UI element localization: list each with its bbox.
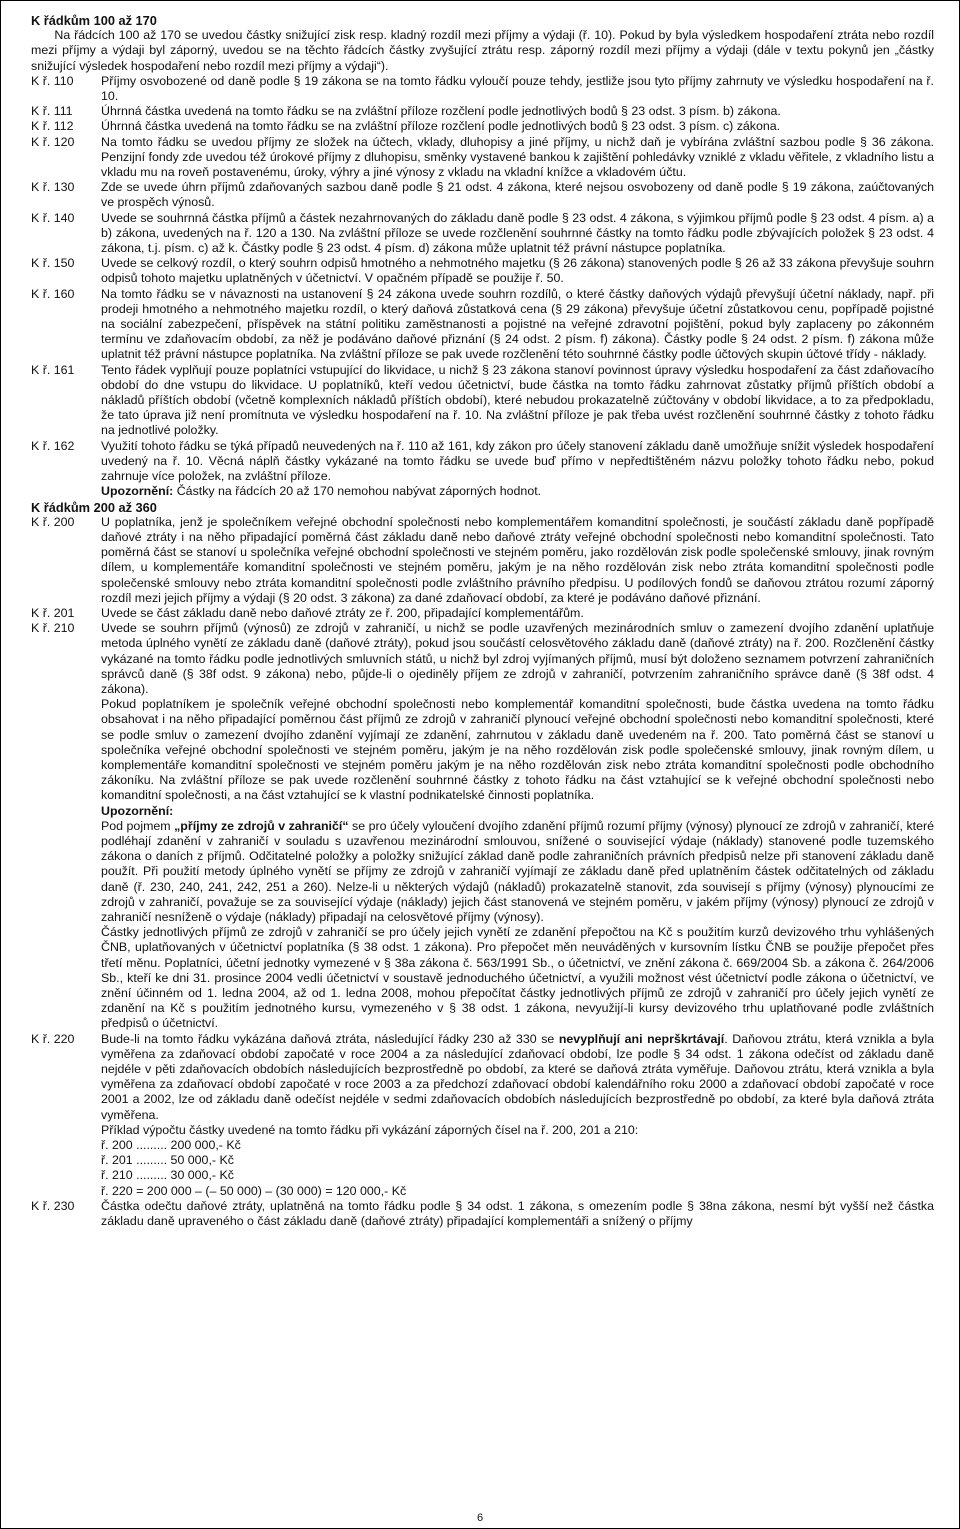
bold-term: „příjmy ze zdrojů v zahraničí“ — [174, 818, 349, 833]
entry-text: Uvede se část základu daně nebo daňové ztráty ze ř. 200, připadající komplementářům. — [101, 605, 584, 620]
section-heading-200-360: K řádkům 200 až 360 — [31, 499, 157, 515]
entry-text: U poplatníka, jenž je společníkem veřejné obchodní společnosti nebo komplementářem komanditní společnosti, je součástí základu daně popřípadě daňové ztráty i na něho připadající poměrná část základu daně nebo daňové ztráty veřejné obchodní společnosti nebo komanditní společnosti. Tato poměrná část se stanoví u společníka veřejné obchodní společnosti ve stejném poměru, jako rozdělován zisk podle společenské smlouvy, jinak rovným dílem, u komplementáře komanditní společnosti ve stejném poměru, jakým je na něho rozdělován zisk nebo ztráta komanditní společnosti podle společenské smlouvy nebo ztráta komanditní společnosti podle zvláštního právního předpisu. U podílových fondů se daňovou ztrátou rozumí záporný rozdíl mezi jejich příjmy a výdaji (§ 20 odst. 3 zákona) za dané zdaňovací období, za které je podáváno daňové přiznání. — [101, 514, 934, 605]
r210-paragraph-2 — [101, 819, 934, 925]
r210-paragraph-1: Pokud poplatníkem je společník veřejné obchodní společnosti nebo komplementář komanditní společnosti, bude částka uvedena na tomto řádku obsahovat i na něho připadající poměrnou část příjmů ze zdrojů v zahraničí plynoucí veřejné obchodní společnosti nebo komanditní společnosti, které se podle smluv o zamezení dvojího zdanění vyjímají ze zdanění, zahrnutou v základu daně uvedeném na ř. 200. Tato poměrná část se stanoví u společníka veřejné obchodní společnosti ve stejném poměru, jakým je na něho rozdělován zisk podle společenské smlouvy, jinak rovným dílem, u komplementáře komanditní společnosti ve stejném poměru jakým je na něho rozdělován zisk nebo ztráta komanditní společnosti podle obchodního zákoníku. Na zvláštní příloze se pak uvede rozčlenění souhrnné částky z tohoto řádku na část vztahující se k veřejné obchodní společnosti nebo komanditní společnosti, a na část vztahující se k vlastní podnikatelské činnosti poplatníka. — [101, 697, 934, 803]
entry-text: Na tomto řádku se v návaznosti na ustanovení § 24 zákona uvede souhrn rozdílů, o které částky daňových výdajů převyšují účetní náklady, např. při prodeji hmotného a nehmotného majetku rozdíl, o který daňová zůstatková cena (§ 29 zákona) převyšuje účetní zůstatkovou cenu, popřípadě pojistné na sociální zabezpečení, příspěvek na státní politiku zaměstnanosti a pojistné na veřejné zdravotní pojištění, pokud byly zaplaceny po zákonném termínu ve zdaňovacím období, za něž je podáváno daňové přiznání (§ 24 odst. 2 písm. f) zákona). Částky podle § 24 odst. 2 písm. f) zákona může uplatnit též právní nástupce poplatníka. Na zvláštní příloze se pak uvede rozčlenění této souhrnné částky podle účtových skupin účtové třídy - náklady. — [101, 286, 934, 362]
r210-warning-label — [101, 804, 934, 819]
entry-text: Příjmy osvobozené od daně podle § 19 zákona se na tomto řádku vyloučí pouze tehdy, jestliže jsou tyto příjmy zahrnuty ve výsledku hospodaření na ř. 10. — [101, 73, 934, 104]
document-content — [31, 13, 934, 1229]
entry-label: K ř. 220 — [31, 1031, 75, 1046]
entry-r210 — [31, 621, 934, 697]
text-run: se pro účely vyloučení dvojího zdanění příjmů rozumí příjmy (výnosy) plynoucí ze zdrojů v zahraničí, které podléhají zdanění v zahraničí v souladu s uzavřenou mezinárodní smlouvou, snížené o související výdaje (náklady) stanovené podle tuzemského zákona o daních z příjmů. Odčitatelné položky a položky snižující základ daně podle zahraničních právních předpisů nelze při stanovení základu daně použít. Při použití metody úplného vynětí se příjmy ze zdrojů v zahraničí vyjímají ze základu daně před uplatněním částek odčitatelných od základu daně (ř. 230, 240, 241, 242, 251 a 260). Nelze-li u některých výdajů (nákladů) prokazatelně stanovit, zda souvisejí s příjmy (výnosy) plynoucími ze zdrojů v zahraničí, považuje se za související výdaje (náklady) jejich část stanovená ve stejném poměru, v jakém příjmy (výnosy) plynoucí ze zdrojů v zahraničí nesníženě o výdaje (náklady) připadají na celosvětové příjmy (výnosy). — [101, 818, 934, 924]
text-run: . Daňovou ztrátu, která vznikla a byla vyměřena za zdaňovací období započaté v roce 2004 a za následující zdaňovací období, lze podle § 34 odst. 1 zákona odečíst od základu daně nejdéle v pěti zdaňovacích obdobích následujících bezprostředně po období, za které se daňová ztráta vyměřuje. Daňovou ztrátu, která vznikla a byla vyměřena za zdaňovací období započaté v roce 2003 a za předchozí zdaňovací období kalendářního roku 2000 a zdaňovací období započaté v roce 2001 a 2002, lze od základu daně odečíst nejdéle v sedmi zdaňovacích obdobích následujících bezprostředně po období, za které byla daňová ztráta vyměřena. — [101, 1031, 935, 1122]
entry-text: Úhrnná částka uvedená na tomto řádku se na zvláštní příloze rozčlení podle jednotlivých bodů § 23 odst. 3 písm. c) zákona. — [101, 119, 781, 134]
text-run: Bude-li na tomto řádku vykázána daňová ztráta, následující řádky 230 až 330 se — [101, 1031, 559, 1046]
entry-r161 — [31, 363, 934, 439]
entry-r160 — [31, 287, 934, 363]
entry-text — [101, 1032, 934, 1123]
example-line: ř. 200 ......... 200 000,- Kč — [101, 1138, 241, 1153]
entry-text: Využití tohoto řádku se týká případů neuvedených na ř. 110 až 161, kdy zákon pro účely stanovení základu daně umožňuje snížit výsledek hospodaření uvedený na ř. 10. Věcná náplň částky vykázané na tomto řádku se uvede buď přímo v nepředtištěném názvu položky tohoto řádku nebo, pokud zahrnuje více položek, na zvláštní příloze. — [101, 438, 934, 484]
page-number: 6 — [476, 1512, 484, 1524]
entry-label: K ř. 150 — [31, 256, 75, 271]
entry-r220 — [31, 1032, 934, 1123]
entry-label: K ř. 112 — [31, 119, 74, 134]
entry-text: Zde se uvede úhrn příjmů zdaňovaných sazbou daně podle § 21 odst. 4 zákona, které nejsou osvobozeny od daně podle § 19 zákona, zaúčtovaných ve prospěch výnosů. — [101, 180, 934, 210]
entry-r120 — [31, 135, 934, 181]
entry-label: K ř. 161 — [31, 362, 75, 377]
warning-label: Upozornění: — [101, 803, 174, 818]
entry-r130 — [31, 180, 934, 210]
entry-text: Částka odečtu daňové ztráty, uplatněná na tomto řádku podle § 34 odst. 1 zákona, s omezením podle § 38na zákona, nesmí být vyšší než částka základu daně upraveného o část základu daně (daňové ztráty) připadající komplementáři a snížený o příjmy — [101, 1198, 934, 1229]
text-run: Pod pojmem — [101, 818, 175, 833]
bold-term: nevyplňují ani neprškrtávají — [558, 1031, 725, 1046]
entry-label: K ř. 160 — [31, 286, 75, 301]
r210-paragraph-3: Částky jednotlivých příjmů ze zdrojů v zahraničí se pro účely jejich vynětí ze zdanění přepočtou na Kč s použitím kurzů devizového trhu vyhlášených ČNB, uplatňovaných v účetnictví poplatníka (§ 38 odst. 1 zákona). Pro přepočet měn neuváděných v kursovním lístku ČNB se použije přepočet přes třetí měnu. Poplatníci, účetní jednotky vymezené v § 38a zákona č. 563/1991 Sb., o účetnictví, ve znění zákona č. 669/2004 Sb. a zákona č. 264/2006 Sb., kteří ke dni 31. prosince 2004 vedli účetnictví v soustavě jednoduchého účetnictví, a využili možnost vést účetnictví podle zákona o účetnictví, ve znění účinném od 1. ledna 2004, až od 1. ledna 2008, mohou přepočítat částky jednotlivých příjmů ze zdrojů v zahraničí pro účely jejich vynětí ze zdanění na Kč s použitím jednotného kursu, vymezeného v § 38 odst. 1 zákona, nevyužijí-li kursy devizového trhu uplatňované podle zvláštních předpisů o účetnictví. — [101, 925, 934, 1031]
warning-note-170 — [101, 484, 934, 499]
section-intro: Na řádcích 100 až 170 se uvedou částky snižující zisk resp. kladný rozdíl mezi příjmy a výdaji (ř. 10). Pokud by byla výsledkem hospodaření ztráta nebo rozdíl mezi příjmy a výdaji byl záporný, uvedou se na těchto řádcích částky zvyšující ztrátu resp. záporný rozdíl mezi příjmy a výdaji (dále v textu pokynů jen „částky snižující výsledek hospodaření nebo rozdíl mezi příjmy a výdaji“). — [31, 28, 935, 73]
warning-text: Částky na řádcích 20 až 170 nemohou nabývat záporných hodnot. — [173, 484, 542, 499]
entry-text: Úhrnná částka uvedená na tomto řádku se na zvláštní příloze rozčlení podle jednotlivých bodů § 23 odst. 3 písm. b) zákona. — [101, 104, 781, 119]
r220-example-list — [101, 1138, 934, 1199]
entry-label: K ř. 201 — [31, 605, 75, 620]
entry-label: K ř. 120 — [31, 134, 75, 149]
entry-label: K ř. 230 — [31, 1198, 75, 1213]
entry-r140 — [31, 211, 934, 257]
entry-r111 — [31, 104, 934, 119]
example-line: ř. 201 ......... 50 000,- Kč — [101, 1153, 234, 1168]
entry-r200 — [31, 515, 934, 606]
entry-text: Uvede se souhrnná částka příjmů a částek nezahrnovaných do základu daně podle § 23 odst. 4 zákona, s výjimkou příjmů podle § 23 odst. 4 písm. a) a b) zákona, uvedených na ř. 120 a 130. Na zvláštní příloze se uvede rozčlenění souhrnné částky na tomto řádku podle zbývajících položek § 23 odst. 4 zákona, t.j. písm. c) až k. Částky podle § 23 odst. 4 písm. d) zákona může uplatnit též právní nástupce poplatníka. — [101, 210, 934, 256]
warning-label: Upozornění: — [101, 484, 174, 499]
entry-r230 — [31, 1199, 934, 1229]
entry-label: K ř. 130 — [31, 180, 75, 195]
entry-label: K ř. 140 — [31, 210, 75, 225]
example-line: ř. 210 ......... 30 000,- Kč — [101, 1168, 234, 1183]
entry-r110 — [31, 74, 934, 104]
section-heading-100-170: K řádkům 100 až 170 — [31, 13, 157, 28]
entry-r162 — [31, 439, 934, 485]
entry-label: K ř. 210 — [31, 621, 75, 636]
entry-r150 — [31, 256, 934, 286]
entry-label: K ř. 200 — [31, 514, 75, 529]
entry-label: K ř. 110 — [31, 73, 74, 88]
example-line: ř. 220 = 200 000 – (– 50 000) – (30 000) = 120 000,- Kč — [101, 1183, 407, 1198]
r220-example-intro: Příklad výpočtu částky uvedené na tomto řádku při vykázání záporných čísel na ř. 200, 201 a 210: — [101, 1122, 639, 1137]
entry-text: Uvede se souhrn příjmů (výnosů) ze zdrojů v zahraničí, u nichž se podle uzavřených mezinárodních smluv o zamezení dvojího zdanění uplatňuje metoda úplného vynětí ze základu daně (daňové ztráty), pokud jsou součástí celosvětového základu daně (daňové ztráty) na ř. 200. Rozčlenění částky vykázané na tomto řádku podle jednotlivých smluvních států, u nichž byl zdroj vyjímaných příjmů, musí být doloženo seznamem potvrzení zahraničních správců daně (§ 38f odst. 9 zákona) nebo, půjde-li o ojediněly příjem ze zdrojů v zahraničí, potvrzením zahraničního správce daně (§ 38f odst. 4 zákona). — [101, 621, 934, 696]
entry-r112 — [31, 119, 934, 134]
entry-label: K ř. 162 — [31, 438, 75, 453]
entry-r201 — [31, 606, 934, 621]
entry-label: K ř. 111 — [31, 104, 73, 119]
entry-text: Tento řádek vyplňují pouze poplatníci vstupující do likvidace, u nichž § 23 zákona stanoví povinnost úpravy výsledku hospodaření za část zdaňovacího období do dne vstupu do likvidace. U poplatníků, kteří vedou účetnictví, bude částka na tomto řádku zahrnovat zůstatky příjmů příštích období a nákladů příštích období (včetně komplexních nákladů příštích období), které nebudou prokazatelně zúčtovány v období likvidace, a to za předpokladu, že tato úprava již není promítnuta ve výsledku hospodaření na ř. 10. Na zvláštní příloze je pak třeba uvést rozčlenění souhrnné částky z tohoto řádku na jednotlivé položky. — [101, 362, 934, 438]
entry-text: Na tomto řádku se uvedou příjmy ze složek na účtech, vklady, dluhopisy a jiné příjmy, u nichž daň je vybírána zvláštní sazbou podle § 36 zákona. Penzijní fondy zde uvedou též úrokové příjmy z dluhopisu, směnky vystavené bankou k zajištění pohledávky vzniklé z vkladu věřitele, z vkladního listu a vkladu mu na roveň postavenému, úroky, výhry a jiné výnosy z vkladu na vkladní knížce a vkladovém účtu. — [101, 134, 934, 180]
entry-text: Uvede se celkový rozdíl, o který souhrn odpisů hmotného a nehmotného majetku (§ 26 zákona) stanovených podle § 26 až 33 zákona převyšuje souhrn odpisů tohoto majetku uplatněných v účetnictví. V opačném případě se použije ř. 50. — [101, 256, 934, 286]
